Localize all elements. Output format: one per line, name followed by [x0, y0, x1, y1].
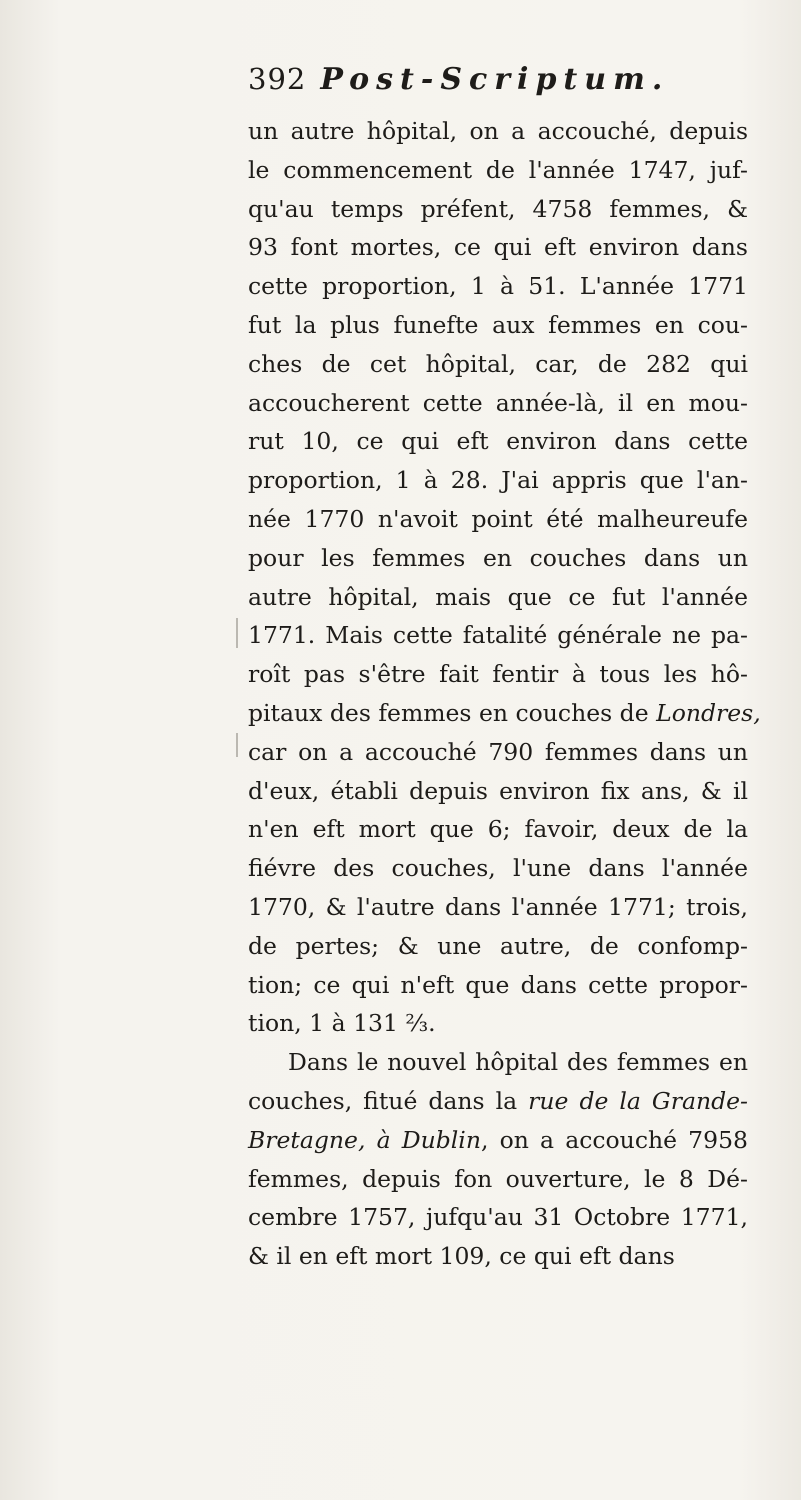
place-name-londres: Londres,: [656, 698, 761, 727]
body-text: [248, 112, 761, 1276]
text-segment: couches, fitué dans la: [248, 1086, 518, 1115]
text-line: tion; ce qui n'eft que dans cette propor-: [248, 970, 748, 999]
text-line: d'eux, établi depuis environ fix ans, & il: [248, 776, 748, 805]
text-line: 1771. Mais cette fatalité générale ne pa-: [248, 621, 748, 650]
text-line: n'en eft mort que 6; favoir, deux de la: [248, 815, 748, 844]
running-head: Post-Scriptum.: [320, 62, 670, 97]
text-line: le commencement de l'année 1747, juf-: [248, 155, 748, 184]
text-line: ches de cet hôpital, car, de 282 qui: [248, 349, 748, 378]
text-line: [248, 1082, 748, 1121]
text-line: née 1770 n'avoit point été malheureufe: [248, 504, 748, 533]
text-line: accoucherent cette année-là, il en mou-: [248, 388, 748, 417]
text-line: Dans le nouvel hôpital des femmes en: [288, 1048, 748, 1077]
text-line: proportion, 1 à 28. J'ai appris que l'an-: [248, 466, 748, 495]
text-segment: , on a accouché 7958: [480, 1125, 748, 1154]
text-line: car on a accouché 790 femmes dans un: [248, 737, 748, 766]
text-line: 1770, & l'autre dans l'année 1771; trois,: [248, 892, 748, 921]
margin-mark: [236, 733, 238, 757]
margin-mark: [236, 618, 238, 648]
text-segment: Bretagne, à: [248, 1125, 391, 1154]
text-line: [248, 694, 761, 733]
text-line: femmes, depuis fon ouverture, le 8 Dé-: [248, 1164, 748, 1193]
text-line: un autre hôpital, on a accouché, depuis: [248, 117, 748, 145]
text-line: autre hôpital, mais que ce fut l'année: [248, 582, 748, 611]
text-line: fiévre des couches, l'une dans l'année: [248, 854, 748, 883]
text-line: pour les femmes en couches dans un: [248, 543, 748, 572]
street-name: rue de la Grande-: [528, 1086, 748, 1115]
text-line: rut 10, ce qui eft environ dans cette: [248, 427, 748, 456]
text-line: cette proportion, 1 à 51. L'année 1771: [248, 272, 748, 301]
text-line: & il en eft mort 109, ce qui eft dans: [248, 1242, 675, 1271]
text-line: fut la plus funefte aux femmes en cou-: [248, 310, 748, 339]
text-line: roît pas s'être fait fentir à tous les hô-: [248, 660, 748, 689]
page-number: 392: [248, 62, 307, 96]
text-segment: pitaux des femmes en couches de: [248, 698, 649, 727]
text-line: [248, 1121, 748, 1160]
page-header: [248, 62, 669, 106]
text-line: qu'au temps préfent, 4758 femmes, &: [248, 194, 748, 223]
text-line: 93 font mortes, ce qui eft environ dans: [248, 233, 748, 262]
text-line: tion, 1 à 131 ⅔.: [248, 1009, 436, 1038]
text-line: cembre 1757, jufqu'au 31 Octobre 1771,: [248, 1203, 748, 1232]
text-line: de pertes; & une autre, de confomp-: [248, 931, 748, 960]
place-name-dublin: Dublin: [401, 1125, 481, 1154]
